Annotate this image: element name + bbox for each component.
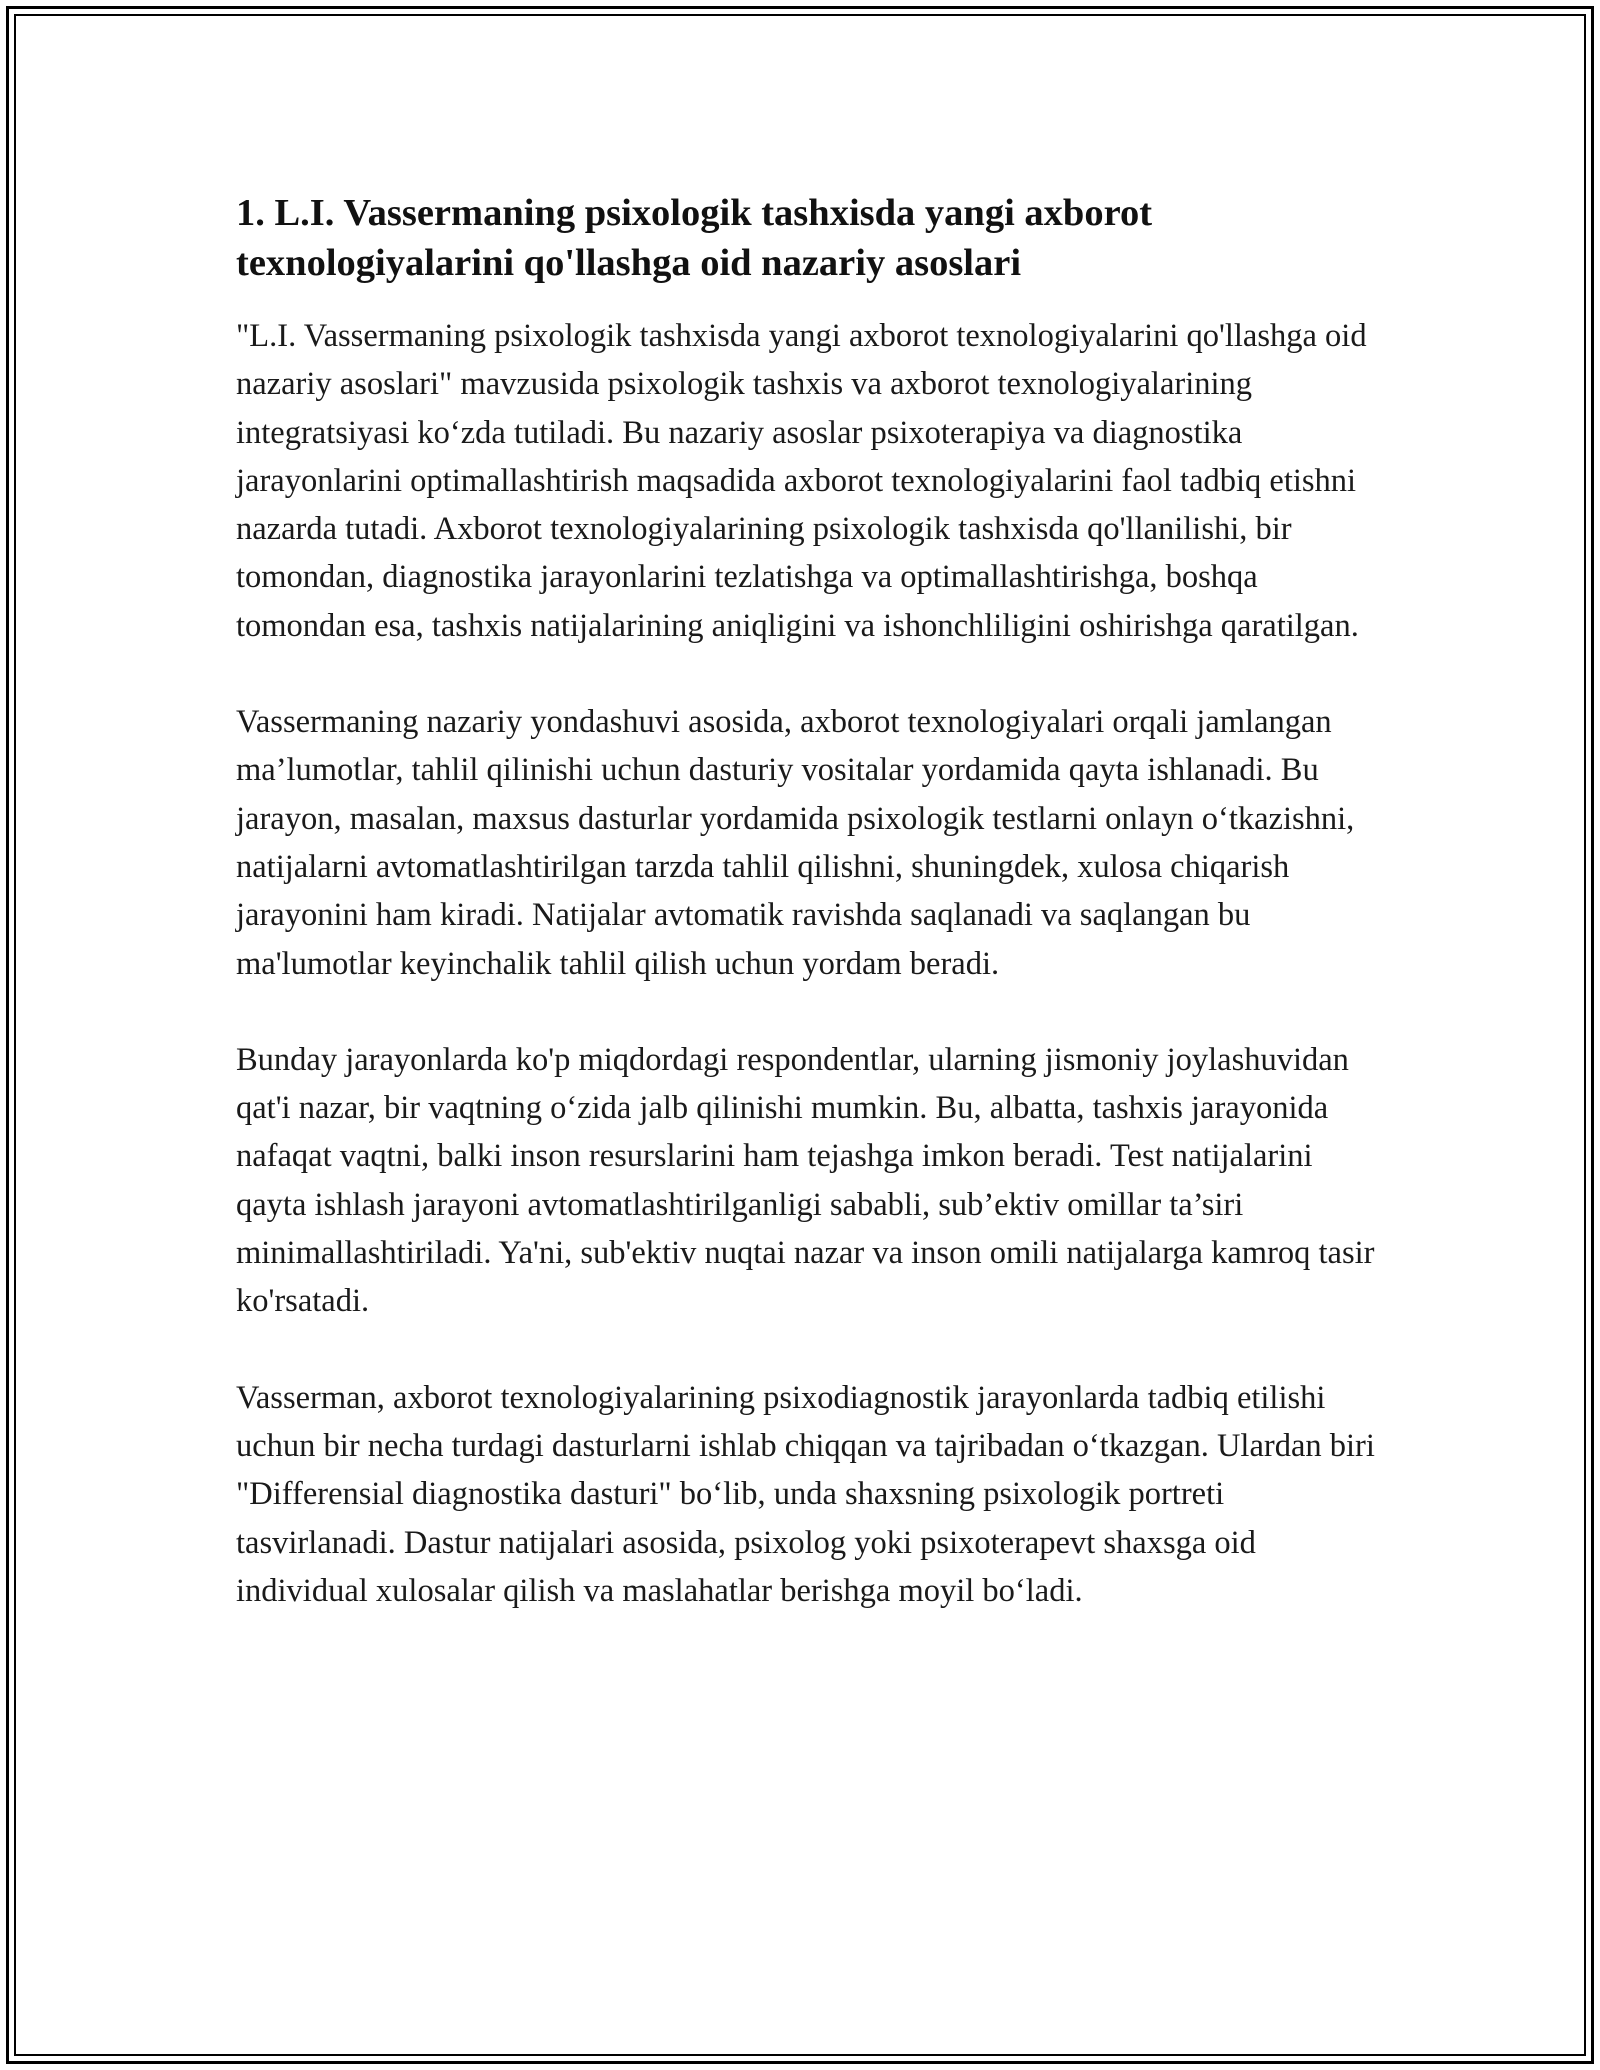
paragraph-4: Vasserman, axborot texnologiyalarining psixodiagnostik jarayonlarda tadbiq etilishi uchun bir necha turdagi dasturlarni ishlab chiqqan va tajribadan o‘tkazgan. Ulardan biri "Differensial diagnostika dasturi" bo‘lib, unda shaxsning psixologik portreti tasvirlanadi. Dastur natijalari asosida, psixolog yoki psixoterapevt shaxsga oid individual xulosalar qilish va maslahatlar berishga moyil bo‘ladi. [236,1379,1375,1609]
document-body [236,188,1376,1615]
paragraph-3: Bunday jarayonlarda ko'p miqdordagi respondentlar, ularning jismoniy joylashuvidan qat'i nazar, bir vaqtning o‘zida jalb qilinishi mumkin. Bu, albatta, tashxis jarayonida nafaqat vaqtni, balki inson resurslarini ham tejashga imkon beradi. Test natijalarini qayta ishlash jarayoni avtomatlashtirilganligi sababli, sub’ektiv omillar ta’siri minimallashtiriladi. Ya'ni, sub'ektiv nuqtai nazar va inson omili natijalarga kamroq tasir ko'rsatadi. [236,1041,1375,1320]
paragraph-1: "L.I. Vassermaning psixologik tashxisda yangi axborot texnologiyalarini qo'llashga oid nazariy asoslari" mavzusida psixologik tashxis va axborot texnologiyalarining integratsiyasi ko‘zda tutiladi. Bu nazariy asoslar psixoterapiya va diagnostika jarayonlarini optimallashtirish maqsadida axborot texnologiyalarini faol tadbiq etishni nazarda tutadi. Axborot texnologiyalarining psixologik tashxisda qo'llanilishi, bir tomondan, diagnostika jarayonlarini tezlatishga va optimallashtirishga, boshqa tomondan esa, tashxis natijalarining aniqligini va ishonchliligini oshirishga qaratilgan. [236,318,1367,644]
paragraph-2: Vassermaning nazariy yondashuvi asosida, axborot texnologiyalari orqali jamlangan ma’lumotlar, tahlil qilinishi uchun dasturiy vositalar yordamida qayta ishlanadi. Bu jarayon, masalan, maxsus dasturlar yordamida psixologik testlarni onlayn o‘tkazishni, natijalarni avtomatlashtirilgan tarzda tahlil qilishni, shuningdek, xulosa chiqarish jarayonini ham kiradi. Natijalar avtomatik ravishda saqlanadi va saqlangan bu ma'lumotlar keyinchalik tahlil qilish uchun yordam beradi. [236,704,1355,982]
section-heading: 1. L.I. Vassermaning psixologik tashxisda yangi axborot texnologiyalarini qo'llashga oid nazariy asoslari [236,192,1153,284]
